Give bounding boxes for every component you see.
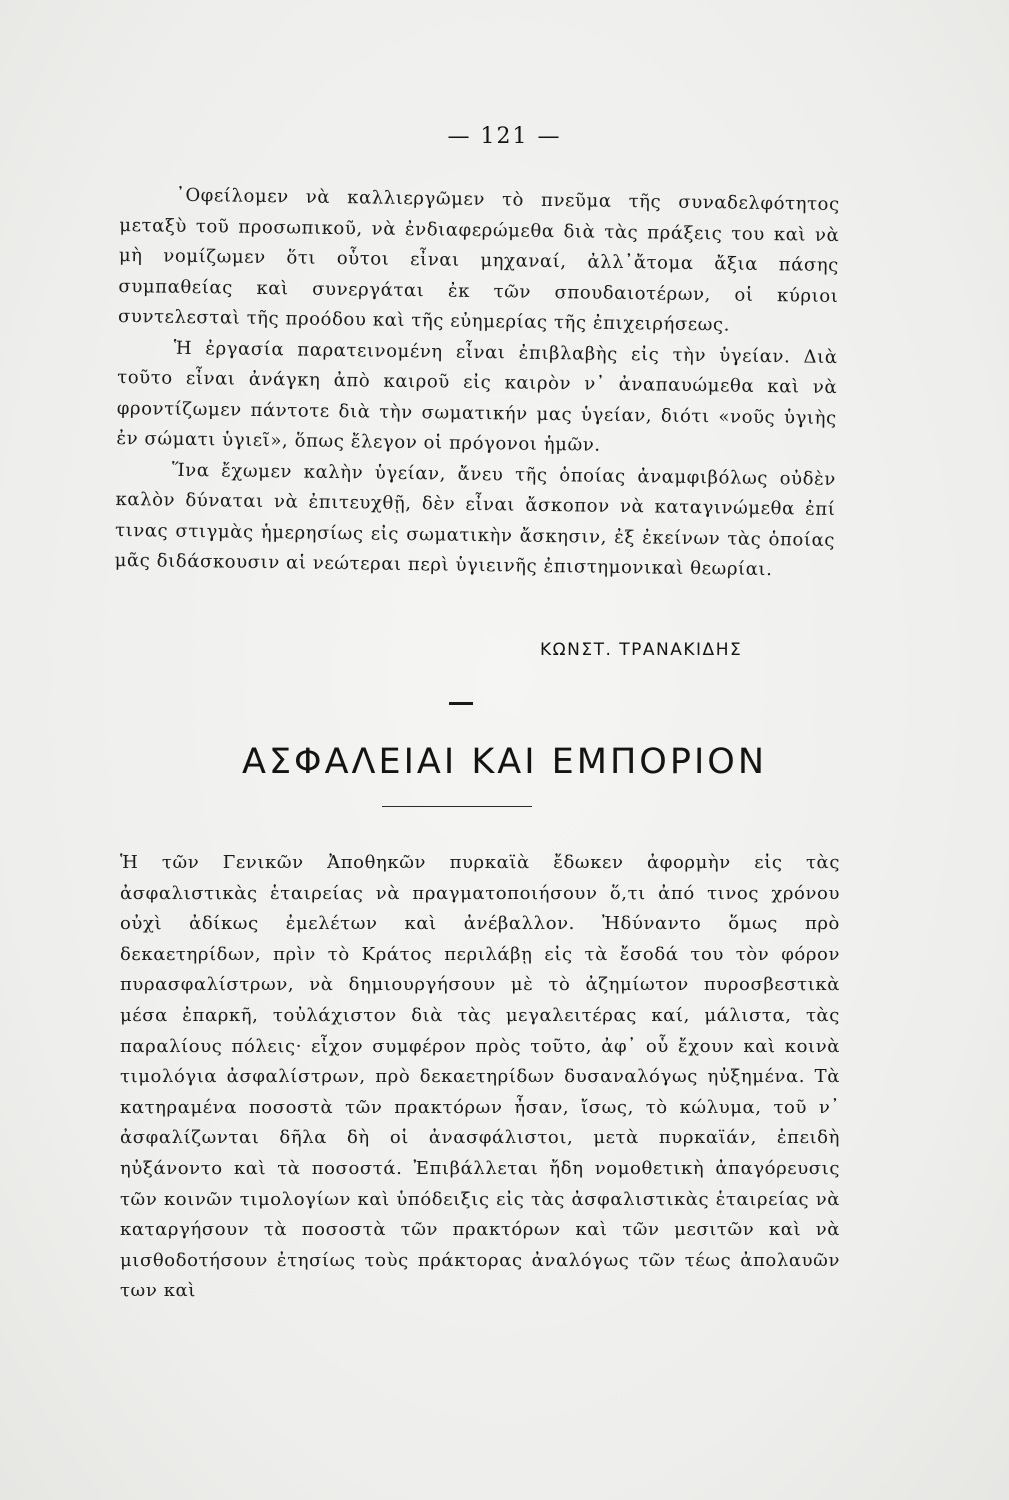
article-paragraph: Ἡ τῶν Γενικῶν Ἀποθηκῶν πυρκαϊὰ ἔδωκεν ἀφορμὴν εἰς τὰς ἀσφαλιστικὰς ἑταιρείας νὰ πραγματοποιήσουν ὅ,τι ἀπό τινος χρόνου οὐχὶ ἀδίκως ἐμελέτων καὶ ἀνέβαλλον. Ἠδύναντο ὅμως πρὸ δεκαετηρίδων, πρὶν τὸ Κράτος περιλάβῃ εἰς τὰ ἔσοδά του τὸν φόρον πυρασφαλίστρων, νὰ δημιουργήσουν μὲ τὸ ἀζημίωτον πυροσβεστικὰ μέσα ἐπαρκῆ, τοὐλάχιστον διὰ τὰς μεγαλειτέρας καί, μάλιστα, τὰς παραλίους πόλεις· εἶχον συμφέρον πρὸς τοῦτο, ἀφ᾿ οὗ ἔχουν καὶ κοινὰ τιμολόγια ἀσφαλίστρων, πρὸ δεκαετηρίδων δυσαναλόγως ηὐξημένα. Τὰ κατηραμένα ποσοστὰ τῶν πρακτόρων ἦσαν, ἴσως, τὸ κώλυμα, τοῦ ν᾿ ἀσφαλίζωνται δῆλα δὴ οἱ ἀνασφάλιστοι, μετὰ πυρκαϊάν, ἐπειδὴ ηὐξάνοντο καὶ τὰ ποσοστά. Ἐπιβάλλεται ἤδη νομοθετικὴ ἀπαγόρευσις τῶν κοινῶν τιμολογίων καὶ ὑπόδειξις εἰς τὰς ἀσφαλιστικὰς ἑταιρείας νὰ καταργήσουν τὰ ποσοστὰ τῶν πρακτόρων καὶ τῶν μεσιτῶν καὶ νὰ μισθοδοτήσουν ἐτησίως τοὺς πράκτορας ἀναλόγως τῶν τέως ἀπολαυῶν των καὶ (120, 852, 840, 1302)
page-number: — 121 — (447, 124, 562, 149)
letter-text (114, 180, 839, 587)
article-text (120, 848, 840, 1307)
section-divider-long (382, 806, 532, 807)
author-signature: ΚΩΝΣΤ. ΤΡΑΝΑΚΙΔΗΣ (540, 640, 743, 660)
section-title: ΑΣΦΑΛΕΙΑΙ ΚΑΙ ΕΜΠΟΡΙΟΝ (242, 742, 767, 782)
letter-paragraph: ᾿Οφείλομεν νὰ καλλιεργῶμεν τὸ πνεῦμα τῆς συναδελφότητος μεταξὺ τοῦ προσωπικοῦ, νὰ ἐνδιαφερώμεθα διὰ τὰς πράξεις του καὶ νὰ μὴ νομίζωμεν ὅτι οὗτοι εἶναι μηχαναί, ἀλλ᾿ἄτομα ἄξια πάσης συμπαθείας καὶ συνεργάται ἐκ τῶν σπουδαιοτέρων, οἱ κύριοι συντελεσταὶ τῆς προόδου καὶ τῆς εὐημερίας τῆς ἐπιχειρήσεως. (117, 184, 840, 336)
letter-paragraph: Ἵνα ἔχωμεν καλὴν ὑγείαν, ἄνευ τῆς ὁποίας ἀναμφιβόλως οὐδὲν καλὸν δύναται νὰ ἐπιτευχθῇ, δὲν εἶναι ἄσκοπον νὰ καταγινώμεθα ἐπί τινας στιγμὰς ἡμερησίως εἰς σωματικὴν ἄσκησιν, ἐξ ἐκείνων τὰς ὁποίας μᾶς διδάσκουσιν αἱ νεώτεραι περὶ ὑγιεινῆς ἐπιστημονικαὶ θεωρίαι. (114, 459, 837, 581)
letter-paragraph: Ἡ ἐργασία παρατεινομένη εἶναι ἐπιβλαβὴς εἰς τὴν ὑγείαν. Διὰ τοῦτο εἶναι ἀνάγκη ἀπὸ καιροῦ εἰς καιρὸν ν᾿ ἀναπαυώμεθα καὶ νὰ φροντίζωμεν πάντοτε διὰ τὴν σωματικήν μας ὑγείαν, διότι «νοῦς ὑγιὴς ἐν σώματι ὑγιεῖ», ὅπως ἔλεγον οἱ πρόγονοι ἡμῶν. (116, 337, 838, 456)
section-divider-short (449, 702, 473, 705)
